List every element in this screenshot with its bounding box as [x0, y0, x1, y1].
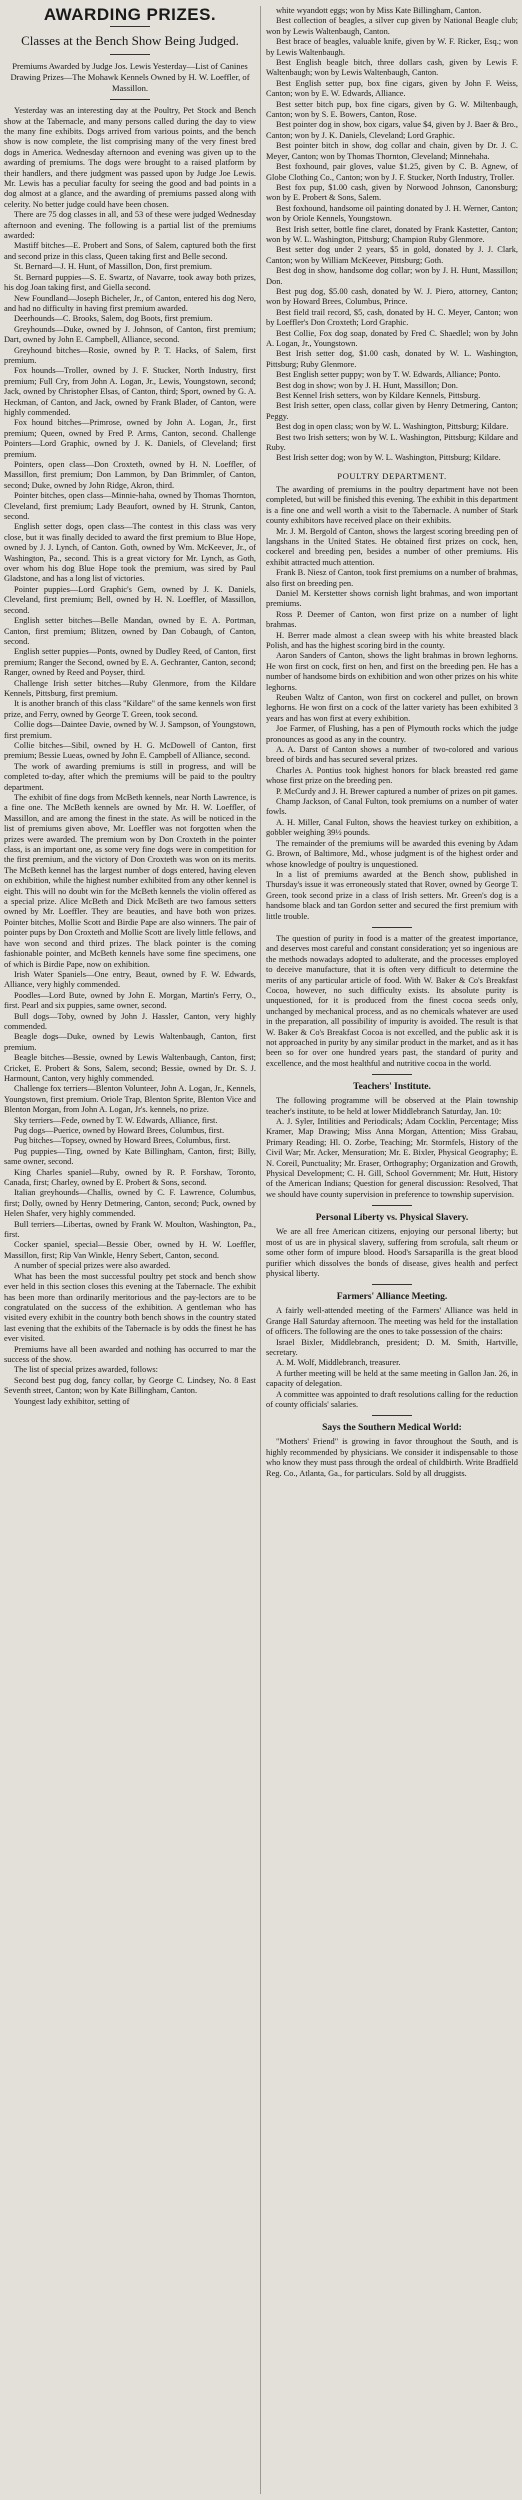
article-paragraph: Irish Water Spaniels—One entry, Beaut, owned by F. W. Edwards, Alliance, very highly commended.: [4, 969, 256, 990]
farmers-body: [266, 1306, 518, 1410]
article-paragraph: Bull dogs—Toby, owned by John J. Hassler, Canton, very highly commended.: [4, 1011, 256, 1031]
article-paragraph: Charles A. Pontius took highest honors for black breasted red game whose first prize on the breeding pen.: [266, 765, 518, 786]
article-paragraph: English setter puppies—Ponts, owned by Dudley Reed, of Canton, first premium; Ranger the Second, owned by E. A. Gechranter, Canton, second; Ranger, owned by Reed and Poyser, third.: [4, 647, 256, 678]
article-paragraph: Italian greyhounds—Challis, owned by C. F. Lawrence, Columbus, first; Dolly, owned by Henry Detmering, Canton, second; Puck, owned by Helen Shafer, very highly commended.: [4, 1188, 256, 1219]
article-paragraph: Best pug dog, $5.00 cash, donated by W. J. Piero, attorney, Canton; won by Howard Brees, Columbus, Prince.: [266, 286, 518, 307]
article-paragraph: Youngest lady exhibitor, setting of: [14, 1396, 130, 1406]
article-paragraph: Beagle dogs—Duke, owned by Lewis Waltenbaugh, Canton, first premium.: [4, 1032, 256, 1052]
article-paragraph: Bull terriers—Libertas, owned by Frank W. Moulton, Washington, Pa., first.: [4, 1219, 256, 1240]
article-paragraph: Mastiff bitches—E. Probert and Sons, of Salem, captured both the first and second prize in this class, Queen taking first and Belle second.: [4, 241, 256, 261]
article-paragraph: Best English beagle bitch, three dollars cash, given by Lewis F. Waltenbaugh; won by Lewis Waltenbaugh, Canton.: [266, 58, 518, 78]
article-paragraph: Best pointer bitch in show, dog collar and chain, given by Dr. J. C. Meyer, Canton; won by Thomas Thornton, Cleveland; Minnehaha.: [266, 141, 518, 161]
article-paragraph: Israel Bixler, Middlebranch, president; D. M. Smith, Hartville, secretary.: [266, 1337, 518, 1357]
headline: AWARDING PRIZES.: [43, 6, 217, 24]
article-paragraph: The work of awarding premiums is still in progress, and will be completed to-day, after which the premiums will be paid to the poultry department.: [4, 761, 256, 792]
article-paragraph: A. H. Miller, Canal Fulton, shows the heaviest turkey on exhibition, a gobbler weighing 39½ pounds.: [266, 817, 518, 838]
article-paragraph: Best Kennel Irish setters, won by Kildare Kennels, Pittsburg.: [276, 391, 481, 401]
article-paragraph: St. Bernard—J. H. Hunt, of Massillon, Don, first premium.: [14, 262, 212, 272]
article-paragraph: Challenge Irish setter bitches—Ruby Glenmore, from the Kildare Kennels, Pittsburg, first premium.: [4, 678, 256, 698]
teachers-title: Teachers' Institute.: [353, 1082, 431, 1093]
left-column: [4, 6, 256, 2494]
article-paragraph: A number of special prizes were also awarded.: [14, 1261, 171, 1271]
article-paragraph: Best Irish setter dog; won by W. L. Washington, Pittsburg; Kildare.: [276, 453, 501, 463]
purity-body: [266, 934, 518, 1069]
article-paragraph: It is another branch of this class "Kildare" of the same kennels won first prize, and Ferry, owned by George T. Green, took second.: [4, 699, 256, 719]
poultry-body: [266, 485, 518, 922]
article-paragraph: There are 75 dog classes in all, and 53 of these were judged Wednesday afternoon and evening. The following is a partial list of the premiums awarded:: [4, 210, 256, 241]
article-paragraph: Pug bitches—Topsey, owned by Howard Brees, Columbus, first.: [14, 1136, 231, 1146]
article-paragraph: Best brace of beagles, valuable knife, given by W. F. Ricker, Esq.; won by Lewis Waltenbaugh.: [266, 37, 518, 57]
liberty-title: Personal Liberty vs. Physical Slavery.: [315, 1213, 469, 1224]
article-paragraph: St. Bernard puppies—S. E. Swartz, of Navarre, took away both prizes, his dog Joan taking first, and Giella second.: [4, 272, 256, 293]
article-paragraph: Reuben Waltz of Canton, won first on cockerel and pullet, on brown leghorns. He won first on a cock of the latter variety has been exhibited 3 years and has won first at every exhibition.: [266, 693, 518, 723]
article-paragraph: New Foundland—Joseph Bicheler, Jr., of Canton, entered his dog Nero, and had no difficulty in having first premium awarded.: [4, 293, 256, 313]
dek: Premiums Awarded by Judge Jos. Lewis Yesterday—List of Canines Drawing Prizes—The Mohawk Kennels Owned by H. W. Loeffler, of Massillon.: [10, 61, 250, 93]
article-paragraph: Fox hound bitches—Primrose, owned by John A. Logan, Jr., first premium; Queen, owned by Fred P. Arms, Canton, second. Challenge Pointers—Lord Graphic, owned by J. K. Daniels, of Cleveland; first premium.: [4, 418, 256, 459]
divider: [372, 1205, 412, 1206]
article-paragraph: What has been the most successful poultry pet stock and bench show ever held in this section closes this evening at the Tabernacle. The exhibit has been more than ordinarily meritorious and the pay-lectors are to be congratulated on the success of the exhibition. A gentleman who has visited every exhibit in the country both bench shows in the country stated last evening that the exhibits of the Tabernacle is by odds the finest he has ever visited.: [4, 1271, 256, 1344]
article-paragraph: A further meeting will be held at the same meeting in Gallon Jan. 26, in capacity of delegation.: [266, 1368, 518, 1389]
article-paragraph: The list of special prizes awarded, follows:: [14, 1365, 158, 1375]
divider: [110, 26, 150, 27]
article-paragraph: Pug puppies—Ting, owned by Kate Billingham, Canton, first; Billy, same owner, second.: [4, 1146, 256, 1167]
poultry-title: POULTRY DEPARTMENT.: [337, 470, 447, 481]
article-paragraph: Aaron Sanders of Canton, shows the light brahmas in brown leghorns. He won first on cock, first on hen, and first on the breeding pen. He has a number of handsome birds on exhibition and won other prizes on his white leghorns.: [266, 651, 518, 692]
article-paragraph: In a list of premiums awarded at the Bench show, published in Thursday's issue it was erroneously stated that Rover, owned by George T. Green, took second prize in a class of Irish setters. Mr. Green's dog is a handsome black and tan Gordon setter and secured the first premium with little trouble.: [266, 869, 518, 921]
article-paragraph: Frank B. Niesz of Canton, took first premiums on a number of brahmas, also first on breeding pen.: [266, 568, 518, 588]
teachers-body: [266, 1096, 518, 1200]
article-paragraph: Champ Jackson, of Canal Fulton, took premiums on a number of water fowls.: [266, 797, 518, 817]
article-paragraph: Greyhounds—Duke, owned by J. Johnson, of Canton, first premium; Dart, owned by John E. Campbell, Alliance, second.: [4, 324, 256, 345]
article-paragraph: Greyhound bitches—Rosie, owned by P. T. Hacks, of Salem, first premium.: [4, 345, 256, 365]
article-paragraph: Best Irish setter, bottle fine claret, donated by Frank Kastetter, Canton; won by W. L. Washington, Pittsburg; Champion Ruby Glenmore.: [266, 224, 518, 244]
article-paragraph: Best field trail record, $5, cash, donated by H. C. Meyer, Canton; won by Loeffler's Don Croxteth; Lord Graphic.: [266, 307, 518, 328]
article-paragraph: Best English setter pup, box fine cigars, given by John F. Weiss, Canton; won by E. W. Edwards, Alliance.: [266, 78, 518, 99]
article-paragraph: Ross P. Deemer of Canton, won first prize on a number of light brahmas.: [266, 609, 518, 630]
medical-title: Says the Southern Medical World:: [322, 1423, 462, 1434]
article-paragraph: Deerhounds—C. Brooks, Salem, dog Boots, first premium.: [14, 314, 213, 324]
article-paragraph: Yesterday was an interesting day at the Poultry, Pet Stock and Bench show at the Tabernacle, and many persons called during the day to view the many fine exhibits. Dogs arrived from various points, and the bench show is now complete, the list comprising many of the very finest bred dogs in America. Wednesday afternoon and evening was given up to the awarding of premiums. The dogs were brought to a raised platform by their handlers, and there judgment was passed upon by Judge Joe Lewis. Mr. Lewis has a peculiar faculty for seeing the good and bad points in a dog almost at a glance, and the awarding of premiums passed along with celerity. No better judge could have been chosen.: [4, 106, 256, 209]
liberty-body: [266, 1227, 518, 1279]
right-body: [266, 6, 518, 464]
article-paragraph: Best dog in open class; won by W. L. Washington, Pittsburg; Kildare.: [276, 422, 509, 432]
article-paragraph: H. Berrer made almost a clean sweep with his white breasted black Polish, and has the highest scoring bird in the county.: [266, 630, 518, 650]
article-paragraph: King Charles spaniel—Ruby, owned by R. P. Forshaw, Toronto, Canada, first; Charley, owned by E. Probert & Sons, second.: [4, 1167, 256, 1188]
article-paragraph: Second best pug dog, fancy collar, by George C. Lindsey, No. 8 East Seventh street, Canton; won by Kate Billingham, Canton.: [4, 1375, 256, 1396]
article-paragraph: Best English setter puppy; won by T. W. Edwards, Alliance; Ponto.: [276, 370, 501, 380]
article-paragraph: Best Collie, Fox dog soap, donated by Fred C. Shaedlel; won by John A. Logan, Jr., Youngstown.: [266, 328, 518, 348]
article-paragraph: Pug dogs—Puerice, owned by Howard Brees, Columbus, first.: [14, 1126, 225, 1135]
article-paragraph: Premiums have all been awarded and nothing has occurred to mar the success of the show.: [4, 1344, 256, 1364]
article-paragraph: A. J. Syler, Intilities and Periodicals; Adam Cocklin, Percentage; Miss Kramer, Map Drawing; Miss Anna Morgan, Attention; Miss Grabau, Primary Reading; Hl. O. Zorbe, Teaching; Mr. Stormfels, History of the Civil War; Mr. Acker, Mensuration; Mr. E. Bixler, Physical Geography; E. N. Coreil, Punctuality; Mr. Eraser, Orthography; Organization and Growth, Physical Development; C. H. Gill, School Government; Mr. Hutt, History of the American Indians; Question for general discussion: Resolved, That we should have county supervision in preference to township supervision.: [266, 1117, 518, 1199]
article-paragraph: The remainder of the premiums will be awarded this evening by Adam G. Brown, of Baltimore, Md., whose judgment is of the highest order and whose knowledge of poultry is unquestioned.: [266, 838, 518, 869]
divider: [372, 1074, 412, 1075]
article-paragraph: "Mothers' Friend" is growing in favor throughout the South, and is highly recommended by physicians. We consider it indispensable to those who know they must pass through the ordeal of childbirth. Write Bradfield Reg. Co., Atlanta, Ga., for particulars. Sold by all druggists.: [266, 1437, 518, 1478]
article-paragraph: Best collection of beagles, a silver cup given by National Beagle club; won by Lewis Waltenbaugh, Canton.: [266, 16, 518, 36]
right-column: [266, 6, 518, 2494]
article-paragraph: Daniel M. Kerstetter shows cornish light brahmas, and won important premiums.: [266, 588, 518, 609]
article-paragraph: Best foxhound, pair gloves, value $1.25, given by C. B. Agnew, of Globe Clothing Co., Canton; won by J. F. Stucker, North Industry, Troller.: [266, 162, 518, 182]
article-paragraph: A committee was appointed to draft resolutions calling for the reduction of county officials' salaries.: [266, 1389, 518, 1409]
divider: [372, 1415, 412, 1416]
divider: [372, 1284, 412, 1285]
article-paragraph: Pointer bitches, open class—Minnie-haha, owned by Thomas Thornton, Cleveland, first premium; Lady Beaufort, owned by H. Strunk, Canton, second.: [4, 491, 256, 522]
article-paragraph: The awarding of premiums in the poultry department have not been completed, but will be finished this evening. The exhibit in this department is a fine one and well worth a visit to the Tabernacle. A number of Stark county exhibitors have received place on their exhibits.: [266, 484, 518, 526]
article-paragraph: white wyandott eggs; won by Miss Kate Billingham, Canton.: [276, 6, 482, 15]
article-paragraph: Best dog in show; won by J. H. Hunt, Massillon; Don.: [276, 380, 458, 390]
divider: [372, 927, 412, 928]
article-paragraph: Pointer puppies—Lord Graphic's Gem, owned by J. K. Daniels, Cleveland, first premium; Bell, owned by H. N. Loeffler, of Massillon, second.: [4, 584, 256, 615]
article-paragraph: P. McCurdy and J. H. Brewer captured a number of prizes on pit games.: [276, 786, 518, 796]
left-body: [4, 106, 256, 1407]
medical-body: [266, 1437, 518, 1479]
article-paragraph: Joe Farmer, of Flushing, has a pen of Plymouth rocks which the judge pronounces as good as any in the country.: [266, 724, 518, 744]
article-paragraph: Fox hounds—Troller, owned by J. F. Stucker, North Industry, first premium; Full Cry, from John A. Logan, Jr., Lewis, Youngstown, second; Jack, owned by Christopher Elsas, of Canton, third; Sport, owned by G. A. Heckman, of Canton, and Jack, owned by Frank Blader, of Canton, were highly commended.: [4, 366, 256, 417]
article-paragraph: Best foxhound, handsome oil painting donated by J. H. Werner, Canton; won by Oriole Kennels, Youngstown.: [266, 203, 518, 224]
article-paragraph: Best setter dog under 2 years, $5 in gold, donated by J. J. Clark, Canton; won by William McKeever, Pittsburg; Goth.: [266, 245, 518, 265]
farmers-title: Farmers' Alliance Meeting.: [336, 1292, 448, 1303]
article-paragraph: Collie dogs—Daintee Davie, owned by W. J. Sampson, of Youngstown, first premium.: [4, 720, 256, 740]
divider: [110, 54, 150, 55]
article-paragraph: We are all free American citizens, enjoying our personal liberty; but most of us are in physical slavery, suffering from scrofula, salt rheum or some other form of impure blood. Hood's Sarsaparilla is the great blood purifier which dissolves the bonds of disease, gives health and perfect physical liberty.: [266, 1227, 518, 1278]
article-paragraph: A fairly well-attended meeting of the Farmers' Alliance was held in Grange Hall Saturday afternoon. The meeting was held for the installation of officers. The following are the ones to take possession of the chairs:: [266, 1306, 518, 1337]
article-paragraph: The question of purity in food is a matter of the greatest importance, and deserves most careful and constant consideration; yet so ingenious are the methods nowadays adopted to adulterate, and the processes employed to deceive manufacture, that it is often very difficult to determine the merits of any particular article of food. With W. Baker & Co's Breakfast Cocoa, however, no such difficulty exists. Its absolute purity is unquestioned, for it is produced from the finest cocoa seeds only, unchanged by mechanical process, and as no chemicals whatever are used in the preparation, all possibility of impurity is avoided. The result is that W. Baker & Co's Breakfast Cocoa is not excelled, and the public ask it is not approached in purity by any similar product in the market, and as it has been so for over one hundred years past, the standard of purity and excellence, and the most healthful and nutritive cocoa in the world.: [266, 933, 518, 1068]
article-paragraph: Pointers, open class—Don Croxteth, owned by H. N. Loeffler, of Massillon, first premium; Don Lammon, by Dan Brimmler, of Canton, second; Duke, owned by John Ridge, Akron, third.: [4, 460, 256, 490]
divider: [110, 99, 150, 100]
article-paragraph: A. M. Wolf, Middlebranch, treasurer.: [276, 1358, 401, 1368]
article-paragraph: English setter dogs, open class—The contest in this class was very close, but it was finally decided to award the first premium to Blue Hope, owned by J. J. Lynch, of Canton. Goth, owned by Wm. McKeever, Jr., of Washington, Pa., second. This is a great victory for Mr. Lynch, as Goth, over whom his dog Blue Hope took the premium, was sired by Paul Gladstone, and has a long list of victories.: [4, 522, 256, 584]
article-paragraph: Mr. J. M. Bergold of Canton, shows the largest scoring breeding pen of langshans in the United States. He obtained first prizes on cock, hen, cockerel and breeding pen, besides a number of other premiums. His exhibit attracted much attention.: [266, 526, 518, 567]
article-paragraph: The exhibit of fine dogs from McBeth kennels, near North Lawrence, is a fine one. The McBeth kennels are owned by Mr. H. W. Loeffler, of Massillon, and are among the finest in the state. As will be noticed in the list of premiums given above, Mr. Loeffler was not forgotten when the prizes were awarded. The premium won by Don Croxteth in the pointer class, is an important one, as some very fine dogs were in competition for the first premium, and the victory of Don Croxteth was won on its merits. The McBeth kennel has the largest number of dogs entered, having eleven on exhibition, while the highest number exhibited from any other kennel is eight. This will no doubt win for the McBeth kennels the violin offered as a special prize. Alice McBeth and Dick McBeth are two famous setters owned by Mr. Loeffler. They are beauties, and have both won prizes. Pointer bitches, Mollie Scott and Birdie Pape are also winners. The pair of pointer pups by Don Croxteth and Mollie Scott are lively little fellows, and have won second and third prizes. The black pointer is the coming fashionable pointer, and McBeth kennels have some fine specimens, one of which is Birdie Pape, now on exhibition.: [4, 793, 256, 969]
article-paragraph: Best Irish setter, open class, collar given by Henry Detmering, Canton; Peggy.: [266, 401, 518, 421]
article-paragraph: Best Irish setter dog, $1.00 cash, donated by W. L. Washington, Pittsburg; Ruby Glenmore.: [266, 349, 518, 369]
article-paragraph: Challenge fox terriers—Blenton Volunteer, John A. Logan, Jr., Kennels, Youngstown, first premium. Oriole Trap, Blenton Sprite, Blenton Vice and Blenton Morgan, from John A. Logan, Jr's. kennels, no prize.: [4, 1084, 256, 1115]
article-paragraph: English setter bitches—Belle Mandan, owned by E. A. Portman, Canton, first premium; Blitzen, owned by Dan Cobaugh, of Canton, second.: [4, 616, 256, 646]
article-paragraph: Collie bitches—Sibil, owned by H. G. McDowell of Canton, first premium; Bessie Lueas, owned by John E. Campbell of Alliance, second.: [4, 740, 256, 761]
article-paragraph: A. A. Darst of Canton shows a number of two-colored and various breed of birds and has secured several prizes.: [266, 745, 518, 765]
article-paragraph: Best setter bitch pup, box fine cigars, given by G. W. Miltenbaugh, Canton; won by S. E. Bowers, Canton, Rose.: [266, 99, 518, 120]
column-rule: [260, 6, 261, 2494]
article-paragraph: Best fox pup, $1.00 cash, given by Norwood Johnson, Canonsburg; won by E. Probert & Sons, Salem.: [266, 182, 518, 203]
article-paragraph: Cocker spaniel, special—Bessie Ober, owned by H. W. Loeffler, Massillon, first; Rip Van Winkle, Henry Sebert, Canton, second.: [4, 1240, 256, 1260]
subheadline: Classes at the Bench Show Being Judged.: [21, 33, 239, 49]
article-paragraph: The following programme will be observed at the Plain township teacher's institute, to be held at lower Middlebranch Saturday, Jan. 10:: [266, 1096, 518, 1116]
article-paragraph: Best dog in show, handsome dog collar; won by J. H. Hunt, Massillon; Don.: [266, 266, 518, 286]
article-paragraph: Best pointer dog in show, box cigars, value $4, given by J. Baer & Bro., Canton; won by J. K. Daniels, Cleveland; Lord Graphic.: [266, 120, 518, 140]
article-paragraph: Poodles—Lord Bute, owned by John E. Morgan, Martin's Ferry, O., first. Pearl and six puppies, same owner, second.: [4, 990, 256, 1011]
article-paragraph: Best two Irish setters; won by W. L. Washington, Pittsburg; Kildare and Ruby.: [266, 432, 518, 453]
article-paragraph: Sky terriers—Fede, owned by T. W. Edwards, Alliance, first.: [14, 1115, 218, 1125]
article-paragraph: Beagle bitches—Bessie, owned by Lewis Waltenbaugh, Canton, first; Cricket, E. Probert & Sons, Salem, second; Bessie, owned by Dr. S. J. Harmount, Canton, very highly commended.: [4, 1053, 256, 1083]
